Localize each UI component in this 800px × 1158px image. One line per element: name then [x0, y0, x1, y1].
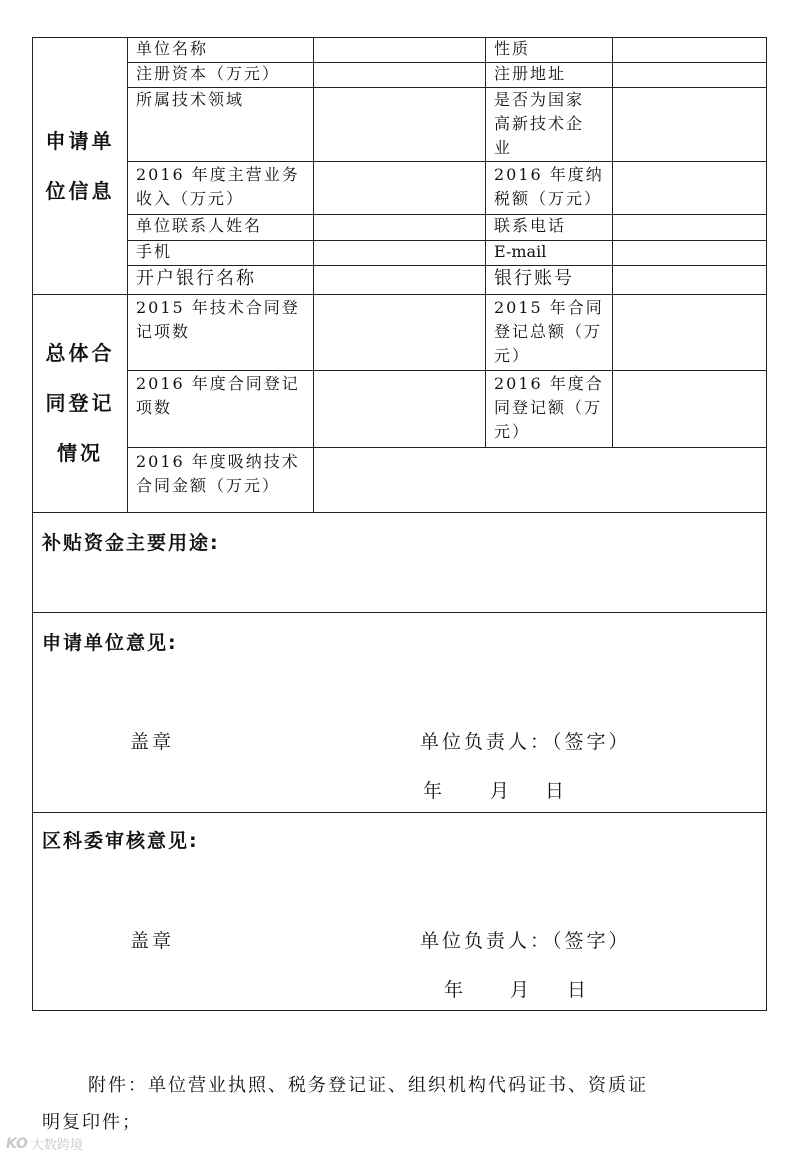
- registered-address-label: 注册地址: [494, 64, 567, 83]
- contact-phone-label: 联系电话: [494, 216, 567, 235]
- district-seal-label: 盖章: [130, 930, 175, 952]
- high-tech-label: 是否为国家 高新技术企 业: [494, 90, 585, 157]
- applicant-opinion-label: 申请单位意见:: [42, 632, 178, 654]
- row-divider: [127, 240, 767, 241]
- registered-capital-label: 注册资本（万元）: [136, 64, 281, 83]
- applicant-date-day: 日: [545, 780, 565, 802]
- bank-account-label: 银行账号: [494, 268, 574, 289]
- section-divider: [32, 512, 767, 513]
- district-date-day: 日: [567, 979, 587, 1001]
- absorbed-2016-label: 2016 年度吸纳技术 合同金额（万元）: [136, 452, 300, 495]
- subsidy-usage-label: 补贴资金主要用途:: [42, 532, 220, 554]
- amount-2015-label: 2015 年合同 登记总额（万 元）: [494, 298, 604, 365]
- district-opinion-label: 区科委审核意见:: [42, 830, 199, 852]
- applicant-date-month: 月: [490, 780, 510, 802]
- contracts-group-label: 总体合 同登记 情况: [45, 341, 115, 465]
- count-2015-label: 2015 年技术合同登 记项数: [136, 298, 300, 341]
- mobile-label: 手机: [136, 242, 173, 261]
- attachment-note-line2: 明复印件；: [42, 1112, 142, 1133]
- district-date-month: 月: [510, 979, 530, 1001]
- section-divider: [32, 812, 767, 813]
- applicant-signer-label: 单位负责人：（签字）: [420, 731, 631, 753]
- nature-label: 性质: [494, 39, 531, 58]
- bank-name-label: 开户银行名称: [136, 268, 256, 289]
- revenue-2016-label: 2016 年度主营业务 收入（万元）: [136, 165, 300, 208]
- column-divider: [612, 37, 613, 448]
- attachment-note-line1: 附件：单位营业执照、税务登记证、组织机构代码证书、资质证: [88, 1075, 648, 1096]
- count-2016-label: 2016 年度合同登记 项数: [136, 374, 300, 417]
- row-divider: [127, 447, 767, 448]
- district-date-year: 年: [444, 979, 464, 1001]
- table-border-right: [766, 37, 767, 1011]
- column-divider: [313, 37, 314, 513]
- email-label: E-mail: [494, 242, 547, 261]
- section-divider: [32, 612, 767, 613]
- tech-field-label: 所属技术领域: [136, 90, 245, 109]
- tax-2016-label: 2016 年度纳 税额（万元）: [494, 165, 604, 208]
- watermark-text: 大数跨境: [30, 1138, 83, 1153]
- applicant-group-label: 申请单 位信息: [45, 129, 115, 203]
- watermark-logo-icon: KO: [6, 1135, 28, 1152]
- contact-name-label: 单位联系人姓名: [136, 216, 263, 235]
- table-border-bottom: [32, 1010, 767, 1011]
- amount-2016-label: 2016 年度合 同登记额（万 元）: [494, 374, 604, 441]
- applicant-seal-label: 盖章: [130, 731, 175, 753]
- applicant-date-year: 年: [423, 780, 443, 802]
- watermark: [6, 1134, 83, 1153]
- column-divider: [485, 37, 486, 448]
- district-signer-label: 单位负责人：（签字）: [420, 930, 631, 952]
- unit-name-label: 单位名称: [136, 39, 209, 58]
